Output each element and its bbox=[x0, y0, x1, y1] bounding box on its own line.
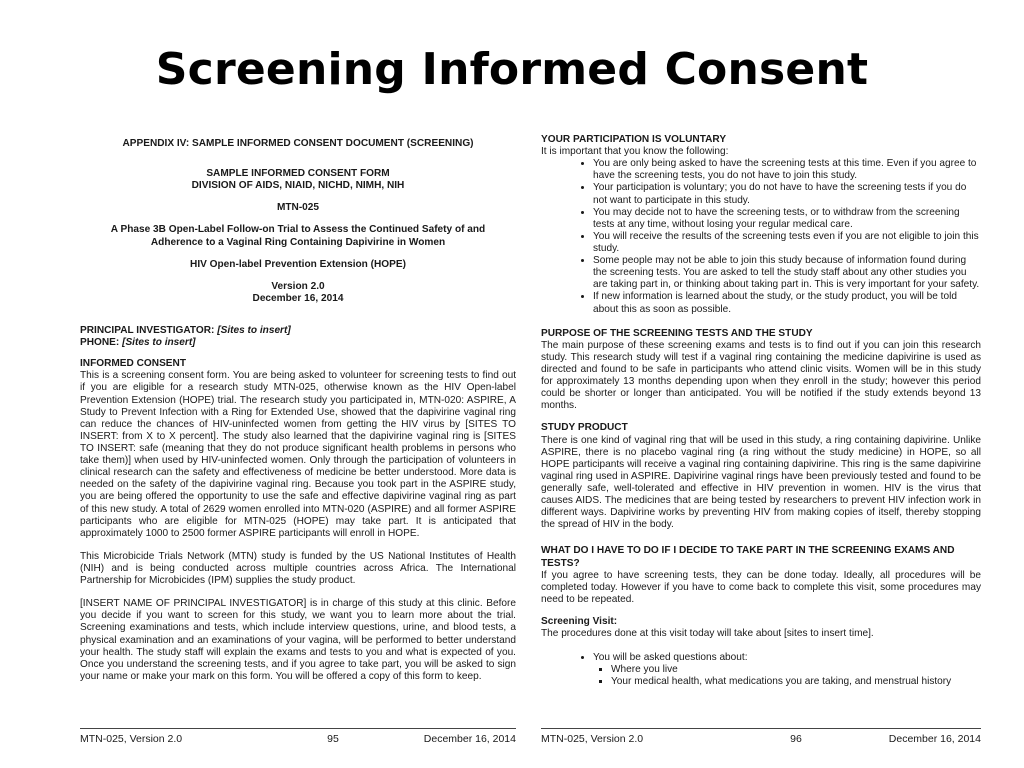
left-document-page bbox=[80, 128, 516, 746]
list-item: • You may decide not to have the screening tests, or to withdraw from the screening tests at any time, without losing your regular medical care. bbox=[593, 207, 981, 231]
footer-date: December 16, 2014 bbox=[888, 733, 981, 746]
trial-title: A Phase 3B Open-Label Follow-on Trial to Assess the Continued Safety of and Adherence to a Vaginal Ring Containing Dapivirine in Women bbox=[110, 224, 486, 248]
list-item: ▪ Your medical health, what medications you are taking, and menstrual history bbox=[611, 676, 981, 688]
voluntary-intro: It is important that you know the following: bbox=[541, 146, 729, 158]
footer-date: December 16, 2014 bbox=[423, 733, 516, 746]
version-date: December 16, 2014 bbox=[252, 292, 344, 304]
what-to-do-paragraph: If you agree to have screening tests, they can be done today. Ideally, all procedures will be completed today. However if you have to come back to complete this visit, some procedures may need to be repeated. bbox=[541, 569, 981, 605]
questions-intro: You will be asked questions about: bbox=[593, 652, 748, 664]
list-item: • You will receive the results of the screening tests even if you are not eligible to join this study. bbox=[593, 231, 981, 255]
questions-list bbox=[541, 652, 981, 688]
list-item: • Some people may not be able to join this study because of information found during the screening tests. You are asked to tell the study staff about any other studies you are taking part in, or thinking about taking part in. This is very important for your safety. bbox=[593, 255, 981, 291]
voluntary-list bbox=[541, 158, 981, 315]
list-item: ▪ Where you live bbox=[611, 664, 981, 676]
list-item bbox=[593, 652, 981, 688]
pi-label: PRINCIPAL INVESTIGATOR: bbox=[80, 324, 215, 336]
phone-label: PHONE: bbox=[80, 337, 120, 349]
list-item: • If new information is learned about the study, or the study product, you will be told about this as soon as possible. bbox=[593, 291, 981, 315]
pi-line bbox=[80, 325, 516, 337]
list-item: • You are only being asked to have the screening tests at this time. Even if you agree to have the screening tests, you do not have to join this study. bbox=[593, 158, 981, 182]
version-label: Version 2.0 bbox=[271, 280, 325, 292]
extension-name: HIV Open-label Prevention Extension (HOPE) bbox=[190, 258, 406, 270]
footer-page-number: 96 bbox=[790, 733, 802, 746]
purpose-paragraph: The main purpose of these screening exams and tests is to find out if you can join this research study. This research study will test if a vaginal ring containing the medicine dapivirine is used as directed and found to be safe in participants who attend clinic visits. Women will be in this study for approximately 13 months depending upon when they enroll in the study; however this period could be shorter or longer than anticipated. You will be notified if the study extends beyond 13 months. bbox=[541, 339, 981, 412]
pi-value: [Sites to insert] bbox=[217, 324, 291, 336]
informed-consent-paragraph: This is a screening consent form. You are being asked to volunteer for screening tests to find out if you are eligible for a research study MTN-025, otherwise known as the HIV Open-label Prevention Extension (HOPE) trial. The research study you participated in, MTN-020: ASPIRE, A Study to Prevent Infection with a Ring for Extended Use, showed that the dapivirine vaginal ring can reduce the chances of HIV-uninfected women from getting the HIV virus by [SITES TO INSERT: from X to X percent]. The study also learned that the dapivirine vaginal ring is [SITES TO INSERT: safe (meaning that they do not produce significant health problems in persons who take them)] when used by HIV-uninfected women. Only through the participation of volunteers in clinical research can the safety and effectiveness of medicine be better understood. More data is needed on the safety of the dapivirine vaginal ring. Because you took part in the ASPIRE study, you are being offered the opportunity to use the safe and effective dapivirine vaginal ring as part of this new study. A total of 2629 women enrolled into MTN-020 (ASPIRE) and all former ASPIRE participants who are eligible for MTN-025 (HOPE) may take part. It is anticipated that approximately 1000 to 2500 former ASPIRE participants will enroll in HOPE. bbox=[80, 370, 516, 539]
voluntary-heading: YOUR PARTICIPATION IS VOLUNTARY bbox=[541, 134, 727, 145]
protocol-number: MTN-025 bbox=[276, 202, 320, 214]
appendix-heading: APPENDIX IV: SAMPLE INFORMED CONSENT DOCUMENT (SCREENING) bbox=[122, 138, 474, 149]
purpose-heading: PURPOSE OF THE SCREENING TESTS AND THE STUDY bbox=[541, 327, 813, 339]
phone-line bbox=[80, 337, 516, 349]
questions-sublist bbox=[593, 664, 981, 688]
phone-value: [Sites to insert] bbox=[122, 337, 196, 349]
screening-visit-paragraph: The procedures done at this visit today will take about [sites to insert time]. bbox=[541, 628, 874, 640]
footer-protocol-version: MTN-025, Version 2.0 bbox=[541, 733, 644, 746]
footer-protocol-version: MTN-025, Version 2.0 bbox=[80, 733, 183, 746]
footer-page-number: 95 bbox=[327, 733, 339, 746]
division-line: DIVISION OF AIDS, NIAID, NICHD, NIMH, NIH bbox=[191, 180, 405, 192]
what-to-do-heading: WHAT DO I HAVE TO DO IF I DECIDE TO TAKE PART IN THE SCREENING EXAMS AND TESTS? bbox=[541, 545, 955, 569]
right-document-page bbox=[541, 128, 981, 746]
funding-paragraph: This Microbicide Trials Network (MTN) study is funded by the US National Institutes of Health (NIH) and is being conducted across multiple countries across Africa. The International Partnership for Microbicides (IPM) supplies the study product. bbox=[80, 550, 516, 587]
study-product-paragraph: There is one kind of vaginal ring that will be used in this study, a ring containing dapivirine. Unlike ASPIRE, there is no placebo vaginal ring (a ring without the study medicine) in HOPE, so all HOPE participants will receive a vaginal ring containing dapivirine. This ring is the same dapivirine vaginal ring used in ASPIRE. Dapivirine vaginal rings have been previously tested and found to be generally safe, well-tolerated and effective in HIV prevention in women. HIV is the virus that causes AIDS. The medicines that are being tested by researchers to prevent HIV infection work in different ways. Dapivirine works by preventing HIV from making copies of itself, thereby stopping the spread of HIV in the body. bbox=[541, 434, 981, 531]
screening-visit-heading: Screening Visit: bbox=[541, 615, 618, 627]
left-page-footer bbox=[80, 728, 516, 746]
list-item: • Your participation is voluntary; you do not have to have the screening tests if you do not want to participate in this study. bbox=[593, 182, 981, 206]
form-title: SAMPLE INFORMED CONSENT FORM bbox=[206, 168, 390, 180]
study-product-heading: STUDY PRODUCT bbox=[541, 422, 628, 434]
slide-title: Screening Informed Consent bbox=[155, 44, 869, 95]
investigator-paragraph: [INSERT NAME OF PRINCIPAL INVESTIGATOR] is in charge of this study at this clinic. Before you decide if you want to screen for this study, we want you to learn more about the trial. Screening examinations and tests, which include interview questions, urine, and blood tests, a physical examination and an examinations of your vagina, will be performed to better understand your health. The study staff will explain the exams and tests to you and what is expected of you. Once you understand the screening tests, and if you agree to take part, you will be asked to sign your name or make your mark on this form. You will be offered a copy of this form to keep. bbox=[80, 598, 516, 682]
right-page-footer bbox=[541, 728, 981, 746]
informed-consent-heading: INFORMED CONSENT bbox=[80, 358, 186, 370]
